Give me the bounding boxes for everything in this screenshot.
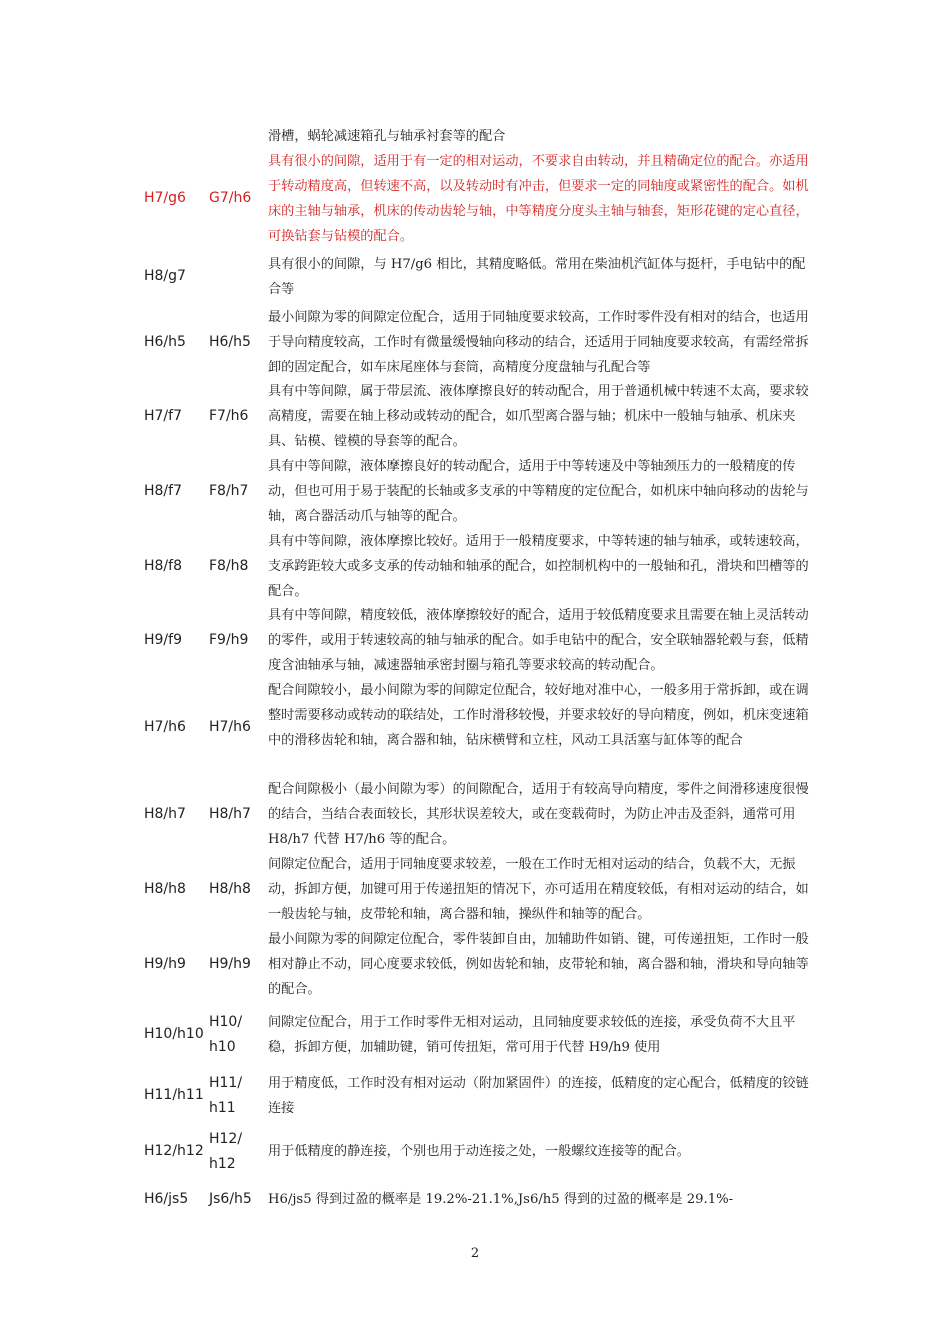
table-row <box>144 927 809 1002</box>
hole-fit-code: H8/g7 <box>144 268 186 284</box>
fit-description: 具有中等间隙，液体摩擦比较好。适用于一般精度要求，中等转速的轴与轴承，或转速较高，支承跨距较大或多支承的传动轴和轴承的配合，如控制机构中的一般轴和孔，滑块和凹槽等的配合。 <box>268 534 809 599</box>
fit-description: 最小间隙为零的间隙定位配合，适用于同轴度要求较高，工作时零件没有相对的结合，也适用于导向精度较高，工作时有微量缓慢轴向移动的结合，还适用于同轴度要求较高，有需经常拆卸的固定配合，如车床尾座体与套筒，高精度分度盘轴与孔配合等 <box>268 310 809 375</box>
hole-fit-code: H11/h11 <box>144 1087 204 1103</box>
table-row <box>144 1127 809 1177</box>
shaft-fit-code: G7/h6 <box>209 190 252 206</box>
hole-fit-code: H12/h12 <box>144 1143 204 1159</box>
fit-description: 用于精度低，工作时没有相对运动（附加紧固件）的连接，低精度的定心配合，低精度的铰链连接 <box>268 1076 809 1116</box>
hole-fit-code: H7/h6 <box>144 719 186 735</box>
hole-fit-code: H9/h9 <box>144 956 186 972</box>
table-row <box>144 529 809 604</box>
hole-fit-code: H8/h7 <box>144 806 186 822</box>
table-row <box>144 1187 809 1212</box>
shaft-fit-code: H7/h6 <box>209 719 251 735</box>
fit-description: 滑槽，蜗轮减速箱孔与轴承衬套等的配合 <box>268 129 506 144</box>
shaft-fit-code: H12/ h12 <box>209 1131 243 1172</box>
fit-description: 用于低精度的静连接，个别也用于动连接之处，一般螺纹连接等的配合。 <box>268 1144 690 1159</box>
fit-description: 具有中等间隙，属于带层流、液体摩擦良好的转动配合，用于普通机械中转速不太高，要求较高精度，需要在轴上移动或转动的配合，如爪型离合器与轴；机床中一般轴与轴承、机床夹具、钻模、镗模的导套等的配合。 <box>268 384 809 449</box>
shaft-fit-code: F8/h7 <box>209 483 249 499</box>
table-row <box>144 777 809 852</box>
table-row <box>144 1010 809 1060</box>
shaft-fit-code: H6/h5 <box>209 334 251 350</box>
table-row <box>144 454 809 529</box>
hole-fit-code: H10/h10 <box>144 1026 204 1042</box>
shaft-fit-code: F8/h8 <box>209 558 249 574</box>
table-row <box>144 603 809 678</box>
shaft-fit-code: H11/ h11 <box>209 1075 243 1116</box>
hole-fit-code: H6/js5 <box>144 1191 189 1207</box>
shaft-fit-code: H8/h8 <box>209 881 251 897</box>
hole-fit-code: H7/f7 <box>144 408 182 424</box>
fit-description: 具有中等间隙，液体摩擦良好的转动配合，适用于中等转速及中等轴颈压力的一般精度的传动，但也可用于易于装配的长轴或多支承的中等精度的定位配合，如机床中轴向移动的齿轮与轴，离合器活动爪与轴等的配合。 <box>268 459 809 524</box>
table-row <box>144 379 809 454</box>
table-row <box>144 305 809 380</box>
shaft-fit-code: H8/h7 <box>209 806 251 822</box>
fit-description: 具有很小的间隙，适用于有一定的相对运动，不要求自由转动，并且精确定位的配合。亦适用于转动精度高，但转速不高，以及转动时有冲击，但要求一定的同轴度或紧密性的配合。如机床的主轴与轴承，机床的传动齿轮与轴，中等精度分度头主轴与轴套，矩形花键的定心直径，可换钻套与钻模的配合。 <box>268 154 809 244</box>
shaft-fit-code: H9/h9 <box>209 956 251 972</box>
hole-fit-code: H9/f9 <box>144 632 182 648</box>
fit-description: 具有中等间隙，精度较低，液体摩擦较好的配合，适用于较低精度要求且需要在轴上灵活转动的零件，或用于转速较高的轴与轴承的配合。如手电钻中的配合，安全联轴器轮毂与套，低精度含油轴承与轴，减速器轴承密封圈与箱孔等要求较高的转动配合。 <box>268 608 809 673</box>
hole-fit-code: H8/h8 <box>144 881 186 897</box>
table-row <box>144 124 809 149</box>
hole-fit-code: H8/f7 <box>144 483 182 499</box>
fit-description: 间隙定位配合，适用于同轴度要求较差，一般在工作时无相对运动的结合，负载不大，无振动，拆卸方便，加键可用于传递扭矩的情况下，亦可适用在精度较低，有相对运动的结合，如一般齿轮与轴，皮带轮和轴，离合器和轴，操纵件和轴等的配合。 <box>268 857 809 922</box>
hole-fit-code: H7/g6 <box>144 190 186 206</box>
shaft-fit-code: F7/h6 <box>209 408 249 424</box>
table-row <box>144 852 809 927</box>
fit-description: 间隙定位配合，用于工作时零件无相对运动，且同轴度要求较低的连接，承受负荷不大且平稳，拆卸方便，加辅助键，销可传扭矩，常可用于代替 H9/h9 使用 <box>268 1015 796 1055</box>
fit-description: 具有很小的间隙，与 H7/g6 相比，其精度略低。常用在柴油机汽缸体与挺杆，手电钻中的配合等 <box>268 257 806 297</box>
table-row <box>144 149 809 249</box>
page-number: 2 <box>470 1246 480 1261</box>
fit-description: 最小间隙为零的间隙定位配合，零件装卸自由，加辅助件如销、键，可传递扭矩，工作时一般相对静止不动，同心度要求较低，例如齿轮和轴，皮带轮和轴，离合器和轴，滑块和导向轴等的配合。 <box>268 932 809 997</box>
fit-description: H6/js5 得到过盈的概率是 19.2%-21.1%,Js6/h5 得到的过盈的概率是 29.1%- <box>268 1192 734 1207</box>
table-row <box>144 1071 809 1121</box>
shaft-fit-code: F9/h9 <box>209 632 249 648</box>
fit-description: 配合间隙较小，最小间隙为零的间隙定位配合，较好地对准中心，一般多用于常拆卸，或在调整时需要移动或转动的联结处，工作时滑移较慢，并要求较好的导向精度，例如，机床变速箱中的滑移齿轮和轴，离合器和轴，钻床横臂和立柱，风动工具活塞与缸体等的配合 <box>268 683 809 748</box>
hole-fit-code: H6/h5 <box>144 334 186 350</box>
fit-description: 配合间隙极小（最小间隙为零）的间隙配合，适用于有较高导向精度，零件之间滑移速度很慢的结合，当结合表面较长，其形状误差较大，或在变载荷时，为防止冲击及歪斜，通常可用 H8/h7 代替 H7/h6 等的配合。 <box>268 782 809 847</box>
table-row <box>144 252 809 302</box>
table-row <box>144 678 809 778</box>
shaft-fit-code: H10/ h10 <box>209 1014 243 1055</box>
shaft-fit-code: Js6/h5 <box>209 1191 252 1207</box>
hole-fit-code: H8/f8 <box>144 558 182 574</box>
